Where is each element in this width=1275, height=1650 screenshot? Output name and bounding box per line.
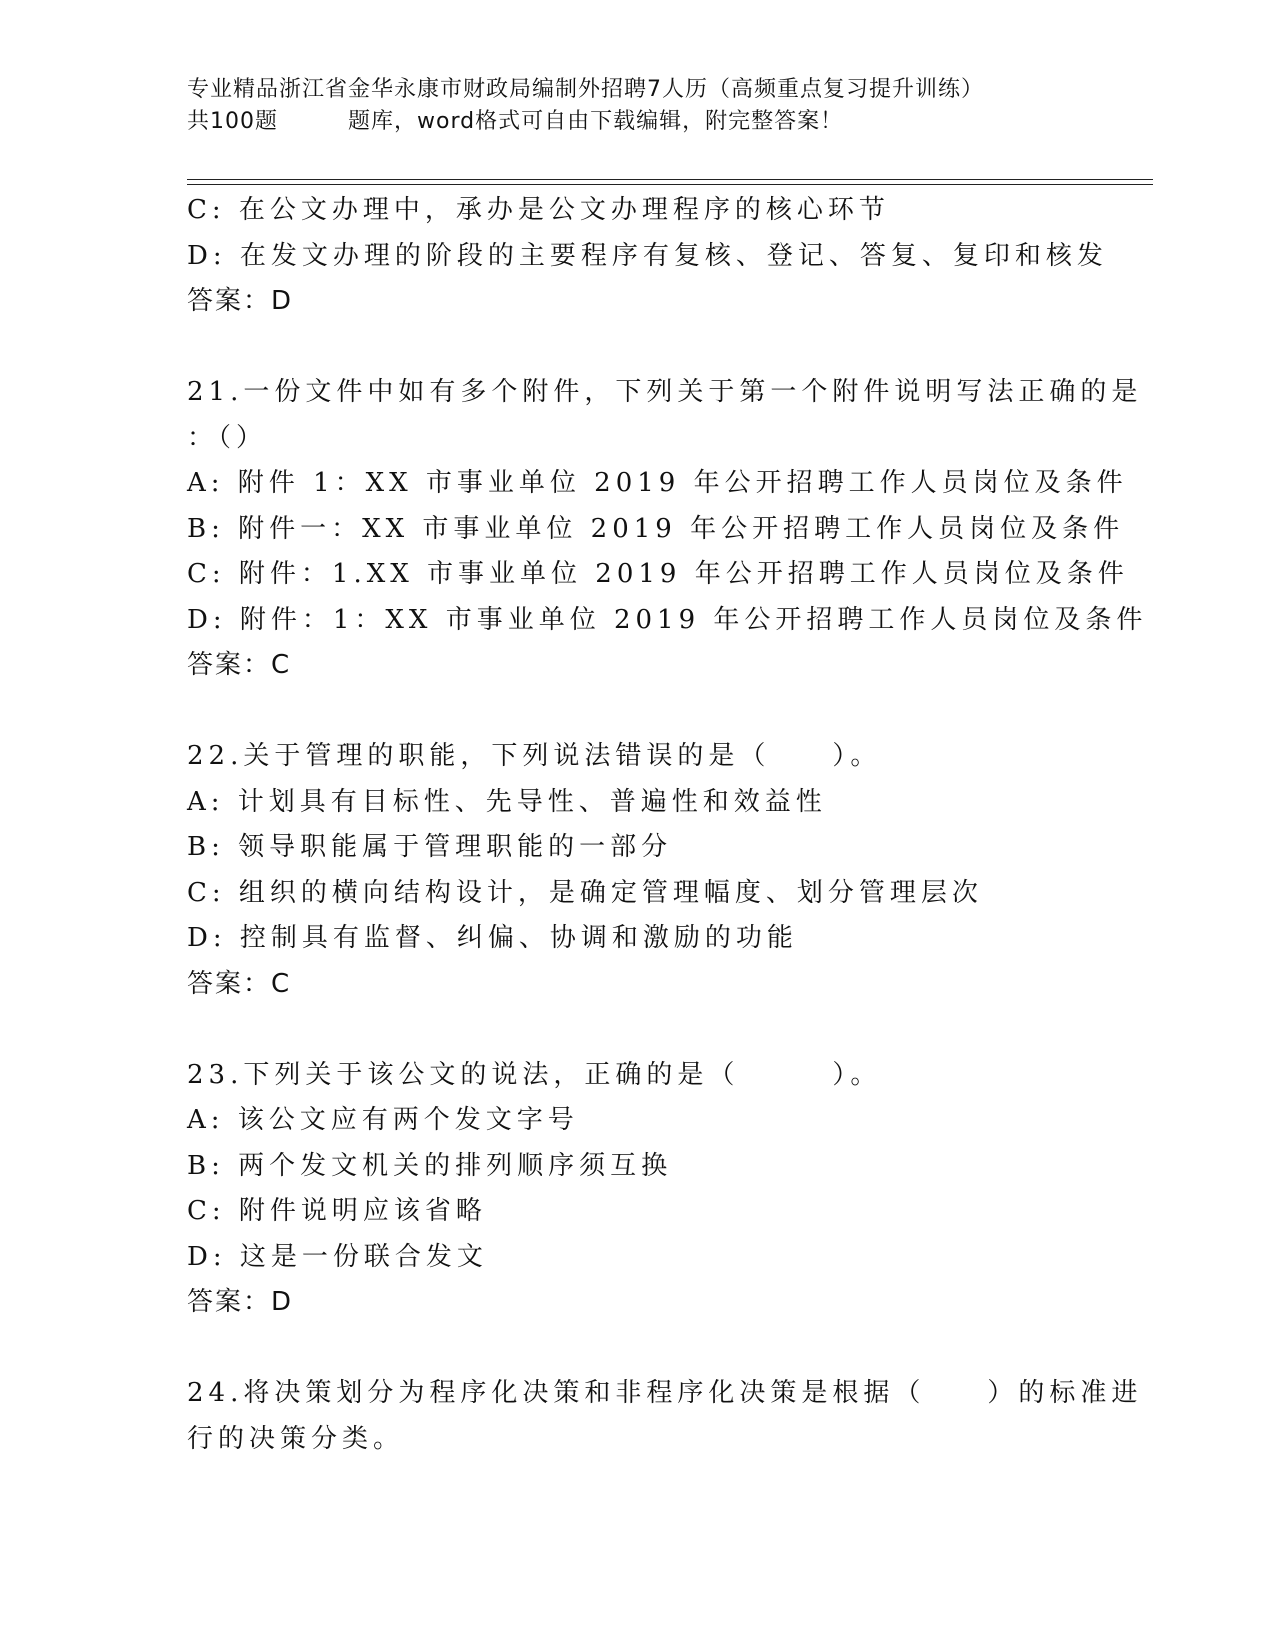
option-c: C: 附件说明应该省略 [187,1196,487,1226]
option-d: D: 附件：1：XX 市事业单位 2019 年公开招聘工作人员岗位及条件 [187,604,1148,635]
question-stem-continued: 行的决策分类。 [187,1423,405,1454]
option-b: B: 两个发文机关的排列顺序须互换 [187,1150,673,1181]
question-stem: 22.关于管理的职能，下列说法错误的是（ ）。 [187,741,882,771]
header-note: 题库，word格式可自由下载编辑，附完整答案！ [348,109,844,134]
question-24 [187,1371,1143,1462]
answer: 答案：C [187,650,292,680]
header-question-count: 共100题 [187,109,278,134]
question-stem: 21.一份文件中如有多个附件，下列关于第一个附件说明写法正确的是 [187,377,1143,407]
option-c: C: 在公文办理中，承办是公文办理程序的核心环节 [187,195,890,225]
question-21 [187,370,1148,689]
option-b: B: 领导职能属于管理职能的一部分 [187,832,673,862]
question-stem: 24.将决策划分为程序化决策和非程序化决策是根据（ ）的标准进 [187,1378,1143,1408]
header-rule-top [187,179,1153,180]
question-22 [187,734,1087,1007]
option-a: A: 附件 1：XX 市事业单位 2019 年公开招聘工作人员岗位及条件 [187,468,1128,498]
question-list [187,188,1148,1462]
option-d: D: 控制具有监督、纠偏、协调和激励的功能 [187,923,798,953]
option-d: D: 在发文办理的阶段的主要程序有复核、登记、答复、复印和核发 [187,240,1108,271]
option-c: C: 组织的横向结构设计，是确定管理幅度、划分管理层次 [187,877,983,908]
question-23 [187,1053,1087,1326]
page-header [187,74,1107,138]
question-stem: 23.下列关于该公文的说法，正确的是（ ）。 [187,1059,882,1090]
question-20 [187,188,1108,325]
option-b: B: 附件一：XX 市事业单位 2019 年公开招聘工作人员岗位及条件 [187,513,1125,544]
answer: 答案：D [187,286,294,316]
option-a: A: 计划具有目标性、先导性、普遍性和效益性 [187,786,827,817]
header-rule-bottom [187,184,1153,185]
question-stem-continued: ：（） [187,422,268,453]
option-a: A: 该公文应有两个发文字号 [187,1105,579,1135]
option-d: D: 这是一份联合发文 [187,1241,488,1272]
option-c: C: 附件：1.XX 市事业单位 2019 年公开招聘工作人员岗位及条件 [187,559,1129,589]
header-subtitle [187,106,1107,138]
header-title: 专业精品浙江省金华永康市财政局编制外招聘7人历（高频重点复习提升训练） [187,77,984,102]
answer: 答案：D [187,1287,294,1317]
answer: 答案：C [187,968,292,999]
